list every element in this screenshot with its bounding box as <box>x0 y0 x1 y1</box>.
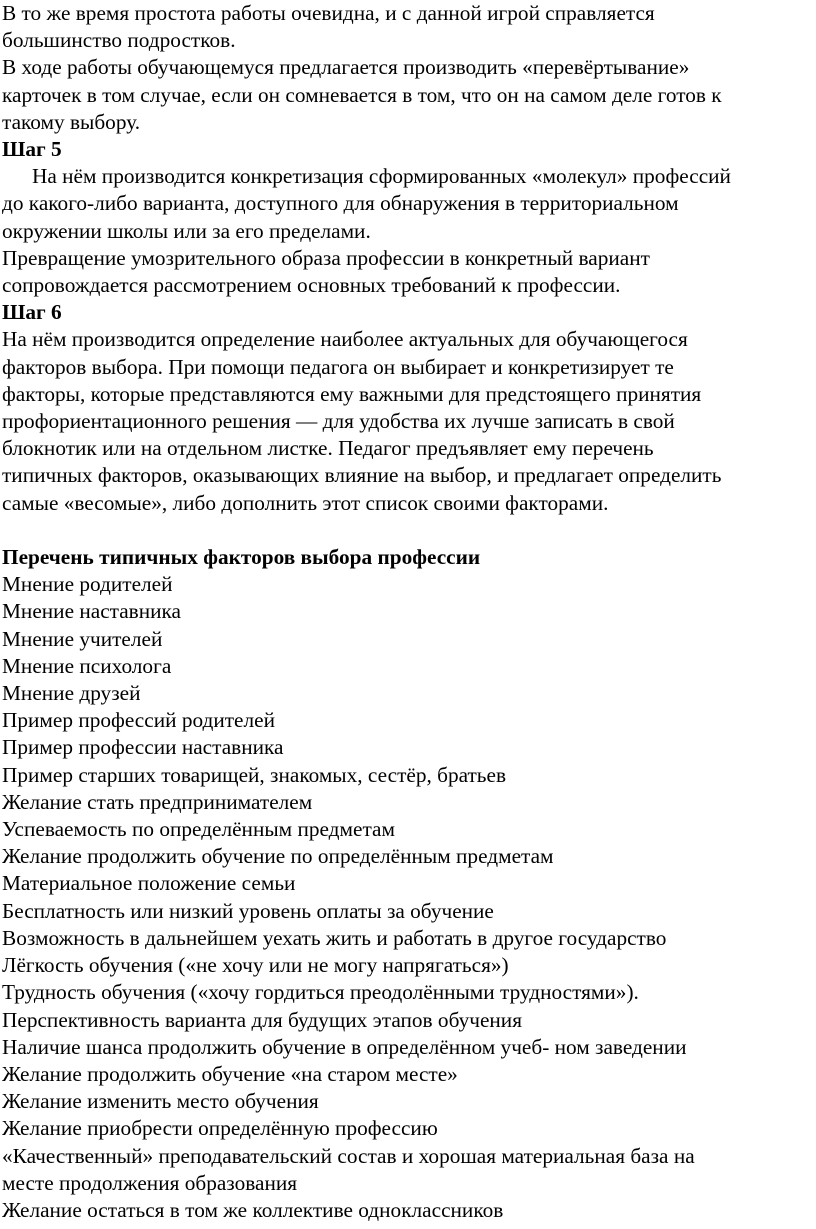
document-page <box>2 0 814 1224</box>
text-line: На нём производится конкретизация сформированных «молекул» профессий <box>32 164 731 189</box>
list-item: Пример старших товарищей, знакомых, сестёр, братьев <box>2 762 507 787</box>
text-line: типичных факторов, оказывающих влияние на выбор, и предлагает определить <box>2 463 722 488</box>
factors-list-title: Перечень типичных факторов выбора профессии <box>2 545 481 570</box>
step5-paragraph-2 <box>2 245 814 299</box>
paragraph-intro-2 <box>2 54 814 136</box>
step5-paragraph-1 <box>2 163 814 245</box>
list-item: Успеваемость по определённым предметам <box>2 817 395 842</box>
text-line: большинство подростков. <box>2 28 236 53</box>
text-line: такому выбору. <box>2 109 141 134</box>
list-item: Наличие шанса продолжить обучение в определённом учеб- ном заведении <box>2 1034 687 1059</box>
step6-heading: Шаг 6 <box>2 300 62 325</box>
text-line: факторы, которые представляются ему важными для предстоящего принятия <box>2 381 702 406</box>
text-line: профориентационного решения — для удобства их лучше записать в свой <box>2 409 675 434</box>
list-item: Бесплатность или низкий уровень оплаты за обучение <box>2 898 494 923</box>
text-line: Превращение умозрительного образа профессии в конкретный вариант <box>2 245 650 270</box>
text-line: факторов выбора. При помощи педагога он выбирает и конкретизирует те <box>2 354 674 379</box>
list-item: Перспективность варианта для будущих этапов обучения <box>2 1007 522 1032</box>
text-line: На нём производится определение наиболее актуальных для обучающегося <box>2 327 688 352</box>
text-line: до какого-либо варианта, доступного для обнаружения в территориальном <box>2 191 679 216</box>
list-item: Лёгкость обучения («не хочу или не могу напрягаться») <box>2 953 509 978</box>
text-line: самые «весомые», либо дополнить этот список своими факторами. <box>2 490 609 515</box>
paragraph-intro-1 <box>2 0 814 54</box>
list-item: Материальное положение семьи <box>2 871 296 896</box>
list-item: Мнение друзей <box>2 681 141 706</box>
text-line: В то же время простота работы очевидна, и с данной игрой справляется <box>2 1 655 25</box>
list-item: Желание остаться в том же коллективе одноклассников <box>2 1197 504 1222</box>
list-item: Мнение учителей <box>2 626 163 651</box>
list-item: Желание изменить место обучения <box>2 1089 319 1114</box>
list-item: месте продолжения образования <box>2 1170 298 1195</box>
list-item: Желание продолжить обучение «на старом месте» <box>2 1061 458 1086</box>
text-line: карточек в том случае, если он сомневается в том, что он на самом деле готов к <box>2 82 722 107</box>
list-item: Возможность в дальнейшем уехать жить и работать в другое государство <box>2 925 667 950</box>
text-line: сопровождается рассмотрением основных требований к профессии. <box>2 273 621 298</box>
text-line: В ходе работы обучающемуся предлагается производить «перевёртывание» <box>2 55 690 80</box>
list-item: Желание продолжить обучение по определённым предметам <box>2 844 554 869</box>
text-line: блокнотик или на отдельном листке. Педагог предъявляет ему перечень <box>2 436 654 461</box>
blank-line <box>2 517 814 544</box>
step5-heading: Шаг 5 <box>2 137 62 162</box>
list-item: Трудность обучения («хочу гордиться преодолёнными трудностями»). <box>2 980 639 1005</box>
list-item: Желание приобрести определённую профессию <box>2 1116 438 1141</box>
list-item: «Качественный» преподавательский состав и хорошая материальная база на <box>2 1143 695 1168</box>
step6-paragraph <box>2 326 814 516</box>
list-item: Пример профессий родителей <box>2 708 275 733</box>
text-line: окружении школы или за его пределами. <box>2 218 371 243</box>
factors-list <box>2 571 814 1224</box>
list-item: Желание стать предпринимателем <box>2 789 313 814</box>
list-item: Мнение родителей <box>2 572 173 597</box>
list-item: Мнение психолога <box>2 653 172 678</box>
list-item: Мнение наставника <box>2 599 182 624</box>
list-item: Пример профессии наставника <box>2 735 284 760</box>
